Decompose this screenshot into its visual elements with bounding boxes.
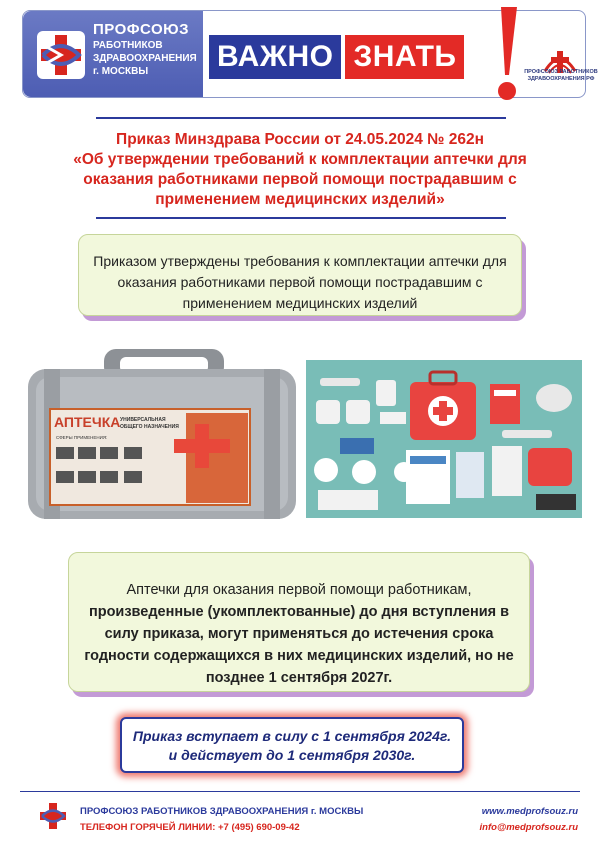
summary-box [78, 234, 522, 316]
title-bottom-rule [96, 217, 506, 219]
important-banner [209, 35, 464, 79]
footer-email-link[interactable]: info@medprofsouz.ru [479, 822, 578, 833]
validity-box [68, 552, 530, 692]
effective-date-line1: Приказ вступает в силу с 1 сентября 2024г. [132, 728, 452, 744]
title-top-rule [96, 117, 506, 119]
kit-label-sub2: ОБЩЕГО НАЗНАЧЕНИЯ [120, 424, 179, 430]
footer-hotline: ТЕЛЕФОН ГОРЯЧЕЙ ЛИНИИ: +7 (495) 690-09-42 [80, 822, 300, 833]
footer-union-name: ПРОФСОЮЗ РАБОТНИКОВ ЗДРАВООХРАНЕНИЯ г. МОСКВЫ [80, 806, 364, 817]
footer-rule [20, 791, 580, 792]
union-name-line3: ЗДРАВООХРАНЕНИЯ [93, 53, 197, 64]
order-title [60, 130, 540, 210]
validity-text-bold: произведенные (укомплектованные) до дня вступления в силу приказа, могут применяться до истечения срока годности содержащихся в них медицинских изделий, но не позднее 1 сентября 2027г. [84, 604, 514, 686]
validity-text-part1: Аптечки для оказания первой помощи работникам, [126, 582, 472, 598]
effective-date-text [122, 727, 462, 765]
exclamation-icon [493, 5, 519, 107]
order-title-line1: Приказ Минздрава России от 24.05.2024 № 262н [116, 131, 484, 148]
kit-label-main: АПТЕЧКА [54, 414, 121, 430]
effective-date-box [120, 717, 464, 773]
kit-label-scope: СФЕРЫ ПРИМЕНЕНИЯ: [56, 435, 108, 440]
header-banner [22, 10, 598, 98]
union-logo-icon [33, 27, 89, 83]
important-word-2: ЗНАТЬ [345, 35, 464, 79]
union-name-line4: г. МОСКВЫ [93, 66, 149, 77]
effective-date-line2: и действует до 1 сентября 2030г. [168, 747, 416, 763]
kit-label-sub1: УНИВЕРСАЛЬНАЯ [120, 417, 166, 423]
union-name-line1: ПРОФСОЮЗ [93, 21, 190, 38]
footer-logo-icon [38, 801, 68, 831]
first-aid-items-image [306, 360, 582, 518]
union-name-line2: РАБОТНИКОВ [93, 40, 163, 51]
rf-union-name: ПРОФСОЮЗ РАБОТНИКОВ ЗДРАВООХРАНЕНИЯ РФ [524, 69, 598, 82]
order-title-line2: «Об утверждении требований к комплектации аптечки для оказания работниками первой помощи пострадавшим с применением медицинских изделий» [73, 151, 527, 208]
validity-text [83, 579, 515, 689]
first-aid-case-image [24, 347, 300, 523]
footer-website-link[interactable]: www.medprofsouz.ru [481, 806, 578, 817]
union-name [93, 21, 207, 78]
important-word-1: ВАЖНО [209, 35, 341, 79]
summary-text: Приказом утверждены требования к комплектации аптечки для оказания работниками первой помощи пострадавшим с применением медицинских изделий [93, 253, 507, 311]
